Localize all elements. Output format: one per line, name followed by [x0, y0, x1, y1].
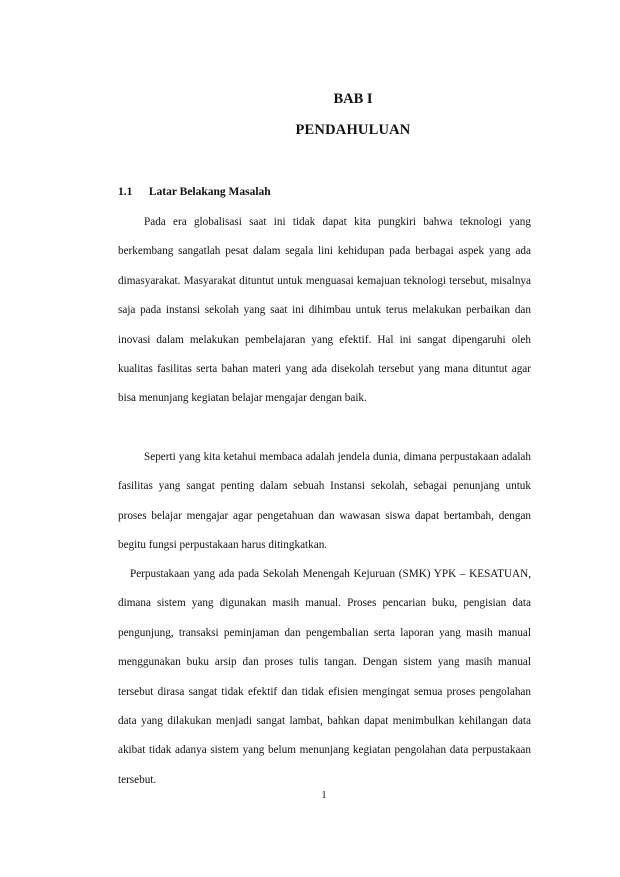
page-number: 1: [321, 790, 327, 801]
paragraph: Perpustakaan yang ada pada Sekolah Menengah Kejuruan (SMK) YPK – KESATUAN, dimana sistem yang digunakan masih manual. Proses pencarian buku, pengisian data pengunjung, transaksi peminjaman dan pengembalian serta laporan yang masih manual menggunakan buku arsip dan proses tulis tangan. Dengan sistem yang masih manual tersebut dirasa sangat tidak efektif dan tidak efisien mengingat semua proses pengolahan data yang dilakukan menjadi sangat lambat, bahkan dapat menimbulkan kehilangan data akibat tidak adanya sistem yang belum menunjang kegiatan pengolahan data perpustakaan tersebut.: [118, 568, 531, 786]
paragraph: Seperti yang kita ketahui membaca adalah jendela dunia, dimana perpustakaan adalah fasilitas yang sangat penting dalam sebuah Instansi sekolah, sebagai penunjang untuk proses belajar mengajar agar pengetahuan dan wawasan siswa dapat bertambah, dengan begitu fungsi perpustakaan harus ditingkatkan.: [118, 451, 531, 552]
section-number: 1.1: [118, 186, 133, 198]
chapter-title: PENDAHULUAN: [295, 122, 411, 138]
section-heading: [118, 186, 271, 198]
paragraph: Pada era globalisasi saat ini tidak dapat kita pungkiri bahwa teknologi yang berkembang sangatlah pesat dalam segala lini kehidupan pada berbagai aspek yang ada dimasyarakat. Masyarakat dituntut untuk menguasai kemajuan teknologi tersebut, misalnya saja pada instansi sekolah yang saat ini dihimbau untuk terus melakukan perbaikan dan inovasi dalam melakukan pembelajaran yang efektif. Hal ini sangat dipengaruhi oleh kualitas fasilitas serta bahan materi yang ada disekolah tersebut yang mana dituntut agar bisa menunjang kegiatan belajar mengajar dengan baik.: [118, 216, 531, 405]
chapter-number: BAB I: [333, 91, 373, 107]
section-title: Latar Belakang Masalah: [148, 186, 271, 198]
